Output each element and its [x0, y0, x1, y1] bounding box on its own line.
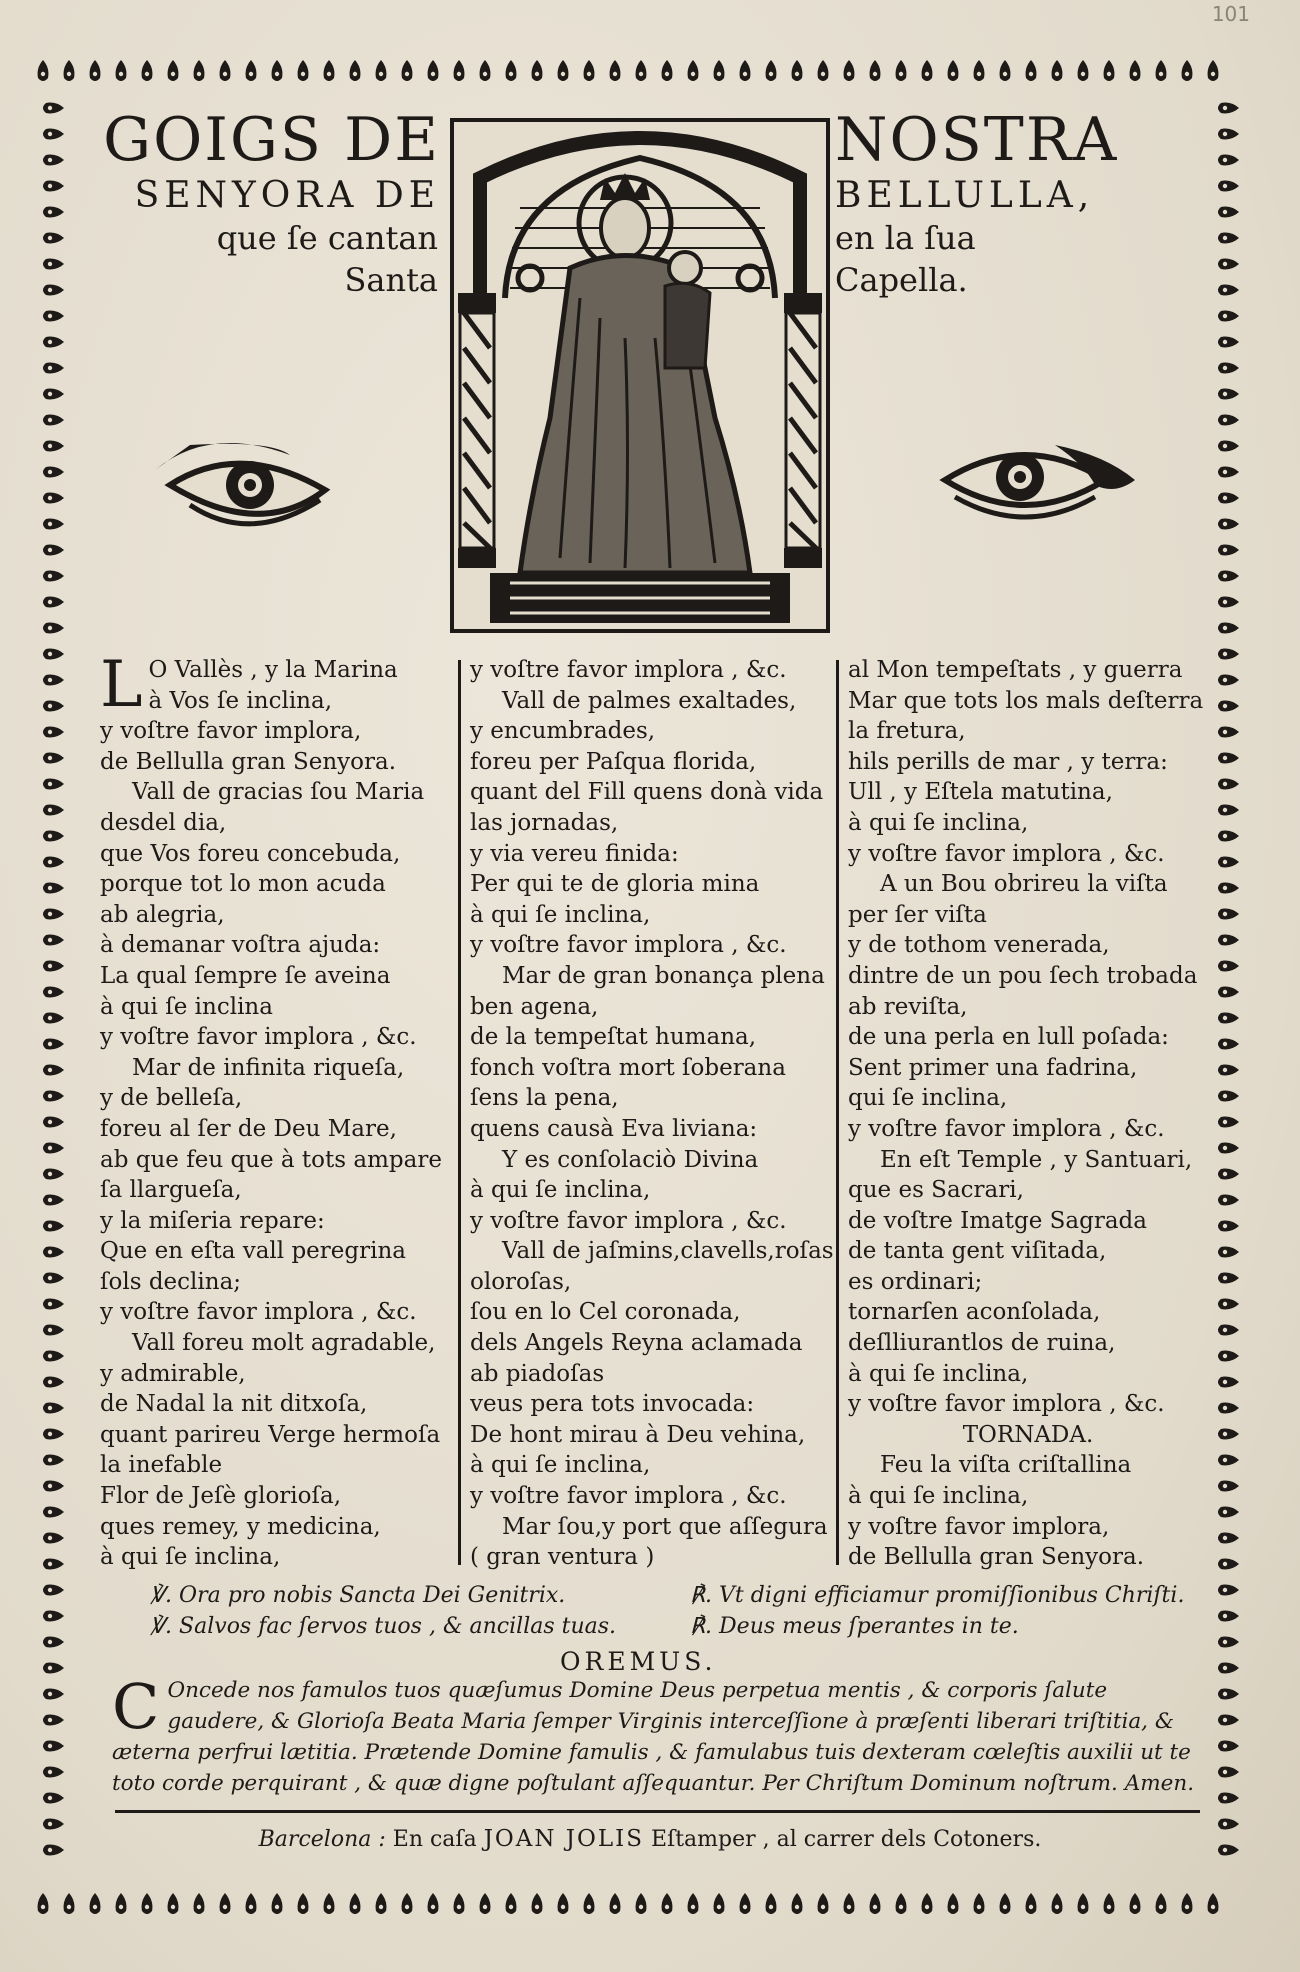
verse-line: à qui ſe inclina, — [848, 1360, 1029, 1387]
verse-column-2 — [470, 655, 834, 1573]
title-line-capella: Capella. — [835, 261, 968, 299]
verse-line: ( gran ventura ) — [470, 1544, 655, 1571]
verse-line: quant parireu Verge hermoſa — [100, 1421, 441, 1448]
verse-line: es ordinari; — [848, 1268, 983, 1295]
verse-line: Que en eſta vall peregrina — [100, 1238, 406, 1265]
verse-line: de voſtre Imatge Sagrada — [848, 1207, 1147, 1234]
versicle-2: ℣. Salvos fac ſervos tuos , & ancillas tuas. — [150, 1614, 617, 1639]
verse-line: De hont mirau à Deu vehina, — [470, 1421, 806, 1448]
verse-line: à qui ſe inclina, — [848, 809, 1029, 836]
verse-column-1 — [100, 648, 455, 1573]
verse-line: que es Sacrari, — [848, 1177, 1024, 1204]
verse-line: Vall foreu molt agradable, — [132, 1330, 436, 1357]
verse-line: à qui ſe inclina, — [470, 901, 651, 928]
verse-line: ques remey, y medicina, — [100, 1513, 381, 1540]
verse-line: ſa llargueſa, — [100, 1177, 242, 1204]
verse-line: tornarſen aconſolada, — [848, 1299, 1101, 1326]
verse-line: à Vos ſe inclina, — [148, 687, 333, 714]
versicle-1: ℣. Ora pro nobis Sancta Dei Genitrix. — [150, 1583, 566, 1608]
verse-line: à qui ſe inclina, — [470, 1177, 651, 1204]
verse-line: qui ſe inclina, — [848, 1085, 1008, 1112]
verse-line: y voſtre favor implora , &c. — [100, 1299, 417, 1326]
verse-line: y voſtre favor implora, — [848, 1513, 1110, 1540]
border-left — [32, 95, 72, 1885]
verse-line: Feu la viſta criſtallina — [880, 1452, 1132, 1479]
verse-line: La qual ſempre ſe aveina — [100, 962, 391, 989]
border-right — [1207, 95, 1247, 1885]
verse-line: desdel dia, — [100, 809, 227, 836]
verse-line: Mar de infinita riqueſa, — [132, 1054, 405, 1081]
verse-line: Flor de Jeſè glorioſa, — [100, 1483, 342, 1510]
border-top — [30, 52, 1240, 92]
verse-line: y voſtre favor implora , &c. — [848, 840, 1165, 867]
verse-line: Vall de jaſmins,clavells,roſas — [502, 1238, 834, 1265]
verse-line: y voſtre favor implora , &c. — [848, 1115, 1165, 1142]
verse-line: A un Bou obrireu la viſta — [880, 871, 1168, 898]
verse-line: porque tot lo mon acuda — [100, 871, 386, 898]
verse-line: y de belleſa, — [100, 1085, 243, 1112]
verse-line: y via vereu finida: — [470, 840, 679, 867]
verse-line: dels Angels Reyna aclamada — [470, 1330, 803, 1357]
archive-number: 101 — [1211, 2, 1250, 26]
title-left — [95, 105, 440, 301]
imprint-rule — [115, 1810, 1200, 1813]
verse-line: quens causà Eva liviana: — [470, 1115, 758, 1142]
verse-dropcap: L — [100, 648, 143, 722]
verse-line: oloroſas, — [470, 1268, 572, 1295]
title-line-bellulla: BELLULLA, — [835, 175, 1095, 216]
verse-line: veus pera tots invocada: — [470, 1391, 755, 1418]
verse-line: y de tothom venerada, — [848, 932, 1110, 959]
verse-line: ſols declina; — [100, 1268, 242, 1295]
oremus-heading: OREMUS. — [560, 1647, 717, 1676]
verse-line: dintre de un pou ſech trobada — [848, 962, 1198, 989]
verse-line: hils perills de mar , y terra: — [848, 748, 1168, 775]
virgin-and-child-woodcut — [450, 118, 830, 633]
response-1: ℟. Vt digni efficiamur promiſſionibus Chriſti. — [690, 1583, 1185, 1608]
column-rule-2 — [836, 660, 839, 1565]
verse-line: ſou en lo Cel coronada, — [470, 1299, 741, 1326]
prayer-body: Oncede nos famulos tuos quæſumus Domine Deus perpetua mentis , & corporis ſalute gaudere, & Glorioſa Beata Maria ſemper Virginis interceſſione à præſenti liberari triſtitia, & æterna perfrui lætitia. Prætende Domine famulis , & famulabus tuis dexteram cœleſtis auxilii ut te toto corde perquirant , & quæ digne poſtulant aſſequantur. Per Chriſtum Dominum noſtrum. Amen. — [112, 1678, 1195, 1796]
verse-line: O Vallès , y la Marina — [148, 657, 398, 683]
verse-line: de tanta gent viſitada, — [848, 1238, 1107, 1265]
verse-column-3 — [848, 655, 1208, 1573]
verse-line: Y es conſolaciò Divina — [502, 1146, 759, 1173]
verse-line: ab que feu que à tots ampare — [100, 1146, 442, 1173]
response-2: ℟. Deus meus ſperantes in te. — [690, 1614, 1019, 1639]
verse-line: las jornadas, — [470, 809, 619, 836]
verse-line: foreu al ſer de Deu Mare, — [100, 1115, 397, 1142]
verse-line: y encumbrades, — [470, 718, 656, 745]
verse-line: y voſtre favor implora , &c. — [470, 1483, 787, 1510]
verse-line: ab piadoſas — [470, 1360, 605, 1387]
verse-line: y voſtre favor implora , &c. — [100, 1024, 417, 1051]
verse-line: à qui ſe inclina, — [100, 1544, 281, 1571]
verse-line: de Bellulla gran Senyora. — [100, 748, 397, 775]
title-line-goigs: GOIGS DE — [103, 105, 440, 175]
verse-line: de Nadal la nit ditxoſa, — [100, 1391, 368, 1418]
verse-line: Ull , y Eſtela matutina, — [848, 779, 1113, 806]
verse-line: per ſer viſta — [848, 901, 987, 928]
verse-line: de la tempeſtat humana, — [470, 1024, 757, 1051]
title-line-sua: en la ſua — [835, 219, 976, 257]
verse-line: En eſt Temple , y Santuari, — [880, 1146, 1193, 1173]
title-line-santa: Santa — [344, 261, 438, 299]
title-right — [835, 105, 1195, 301]
verse-line: à qui ſe inclina, — [470, 1452, 651, 1479]
verse-line: Mar de gran bonança plena — [502, 962, 825, 989]
verse-line: la fretura, — [848, 718, 966, 745]
verse-line: y voſtre favor implora , &c. — [848, 1391, 1165, 1418]
imprint-rest: Eſtamper , al carrer dels Cotoners. — [651, 1827, 1042, 1852]
eye-left-icon — [150, 430, 335, 544]
imprint-city: Barcelona : — [258, 1827, 386, 1852]
prayer-text — [112, 1670, 1207, 1799]
verse-line: deſlliurantlos de ruina, — [848, 1330, 1116, 1357]
printer-imprint — [0, 1826, 1300, 1852]
verse-line: ab alegria, — [100, 901, 225, 928]
title-line-cantan: que ſe cantan — [216, 219, 438, 257]
verse-line: al Mon tempeſtats , y guerra — [848, 657, 1183, 683]
verse-line: de una perla en lull poſada: — [848, 1024, 1169, 1051]
verse-line: Per qui te de gloria mina — [470, 871, 760, 898]
title-line-senyora: SENYORA DE — [134, 175, 440, 216]
verse-line: quant del Fill quens donà vida — [470, 779, 824, 806]
verse-line: la inefable — [100, 1452, 223, 1479]
imprint-en-casa: En caſa — [392, 1827, 477, 1852]
verse-line: de Bellulla gran Senyora. — [848, 1544, 1145, 1571]
verse-line: à qui ſe inclina — [100, 993, 273, 1020]
verse-line: à qui ſe inclina, — [848, 1483, 1029, 1510]
column-rule-1 — [458, 660, 461, 1565]
border-bottom — [30, 1885, 1240, 1925]
verse-line: ſens la pena, — [470, 1085, 619, 1112]
verse-line: y voſtre favor implora , &c. — [470, 657, 787, 683]
verse-line: y voſtre favor implora , &c. — [470, 932, 787, 959]
title-line-nostra: NOSTRA — [835, 105, 1119, 175]
prayer-dropcap: C — [112, 1670, 160, 1743]
verse-line: y la miſeria repare: — [100, 1207, 325, 1234]
verse-line: fonch voſtra mort ſoberana — [470, 1054, 786, 1081]
verse-line: TORNADA. — [962, 1421, 1094, 1448]
verse-line: Sent primer una fadrina, — [848, 1054, 1138, 1081]
verse-line: que Vos foreu concebuda, — [100, 840, 401, 867]
verse-line: y voſtre favor implora , &c. — [470, 1207, 787, 1234]
verse-line: y voſtre favor implora, — [100, 718, 362, 745]
verse-line: Mar ſou,y port que aſſegura — [502, 1513, 828, 1540]
verse-line: Vall de palmes exaltades, — [502, 687, 797, 714]
imprint-printer: JOAN JOLIS — [483, 1826, 645, 1852]
verse-line: à demanar voſtra ajuda: — [100, 932, 381, 959]
verse-line: ben agena, — [470, 993, 599, 1020]
verse-line: ab reviſta, — [848, 993, 968, 1020]
verse-line: foreu per Paſqua florida, — [470, 748, 757, 775]
eye-right-icon — [935, 425, 1140, 539]
verse-line: y admirable, — [100, 1360, 246, 1387]
verse-line: Vall de gracias ſou Maria — [132, 779, 425, 806]
verse-line: Mar que tots los mals deſterra — [848, 687, 1204, 714]
